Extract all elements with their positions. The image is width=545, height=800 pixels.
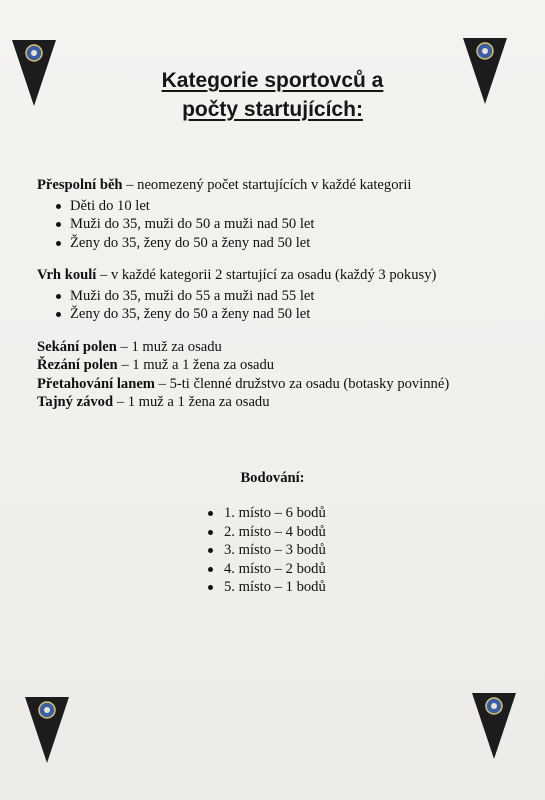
event-name: Sekání polen: [37, 338, 117, 355]
list-item: Muži do 35, muži do 55 a muži nad 55 let: [37, 287, 517, 306]
event-detail: – 1 muž za osadu: [116, 338, 222, 355]
list-item: Ženy do 35, ženy do 50 a ženy nad 50 let: [37, 234, 517, 253]
section-shot-put: [37, 266, 517, 324]
page-title: [0, 66, 545, 124]
list-item: 1. místo – 6 bodů: [208, 504, 326, 523]
scoring-title: Bodování:: [240, 470, 305, 486]
event-detail: – 1 muž a 1 žena za osadu: [117, 357, 275, 373]
pennant-emblem-icon: [25, 697, 69, 763]
section-heading-rest: – neomezený počet startujících v každé kategorii: [122, 177, 412, 193]
list-item: 5. místo – 1 bodů: [208, 578, 326, 597]
list-item: 2. místo – 4 bodů: [208, 523, 326, 542]
scoring-section: [0, 470, 545, 595]
list-item: Ženy do 35, ženy do 50 a ženy nad 50 let: [37, 305, 517, 324]
categories-content: [37, 176, 517, 412]
section-heading-rest: – v každé kategorii 2 startující za osadu (každý 3 pokusy): [96, 267, 437, 283]
title-line-1: Kategorie sportovců a: [161, 69, 384, 92]
list-item: 3. místo – 3 bodů: [208, 541, 326, 560]
category-list: [37, 287, 517, 324]
category-list: [37, 197, 517, 253]
title-line-2: počty startujících:: [182, 98, 363, 121]
section-heading-bold: Přespolní běh: [37, 177, 123, 193]
event-name: Tajný závod: [37, 394, 114, 410]
list-item: Muži do 35, muži do 50 a muži nad 50 let: [37, 215, 517, 234]
other-events: [37, 338, 517, 412]
list-item: 4. místo – 2 bodů: [208, 560, 326, 579]
event-line: [37, 375, 517, 394]
event-detail: – 1 muž a 1 žena za osadu: [113, 394, 270, 410]
section-heading-bold: Vrh koulí: [37, 267, 97, 283]
scoring-list: [208, 504, 326, 597]
section-heading: [37, 176, 517, 195]
event-name: Přetahování lanem: [37, 375, 155, 392]
event-line: [37, 356, 517, 375]
pennant-emblem-icon: [472, 693, 516, 759]
event-name: Řezání polen: [37, 357, 118, 373]
event-detail: – 5-ti členné družstvo za osadu (botasky povinné): [154, 375, 450, 392]
event-line: [37, 338, 517, 357]
event-line: [37, 393, 517, 412]
section-cross-country: [37, 176, 517, 252]
list-item: Děti do 10 let: [37, 197, 517, 216]
section-heading: [37, 266, 517, 285]
